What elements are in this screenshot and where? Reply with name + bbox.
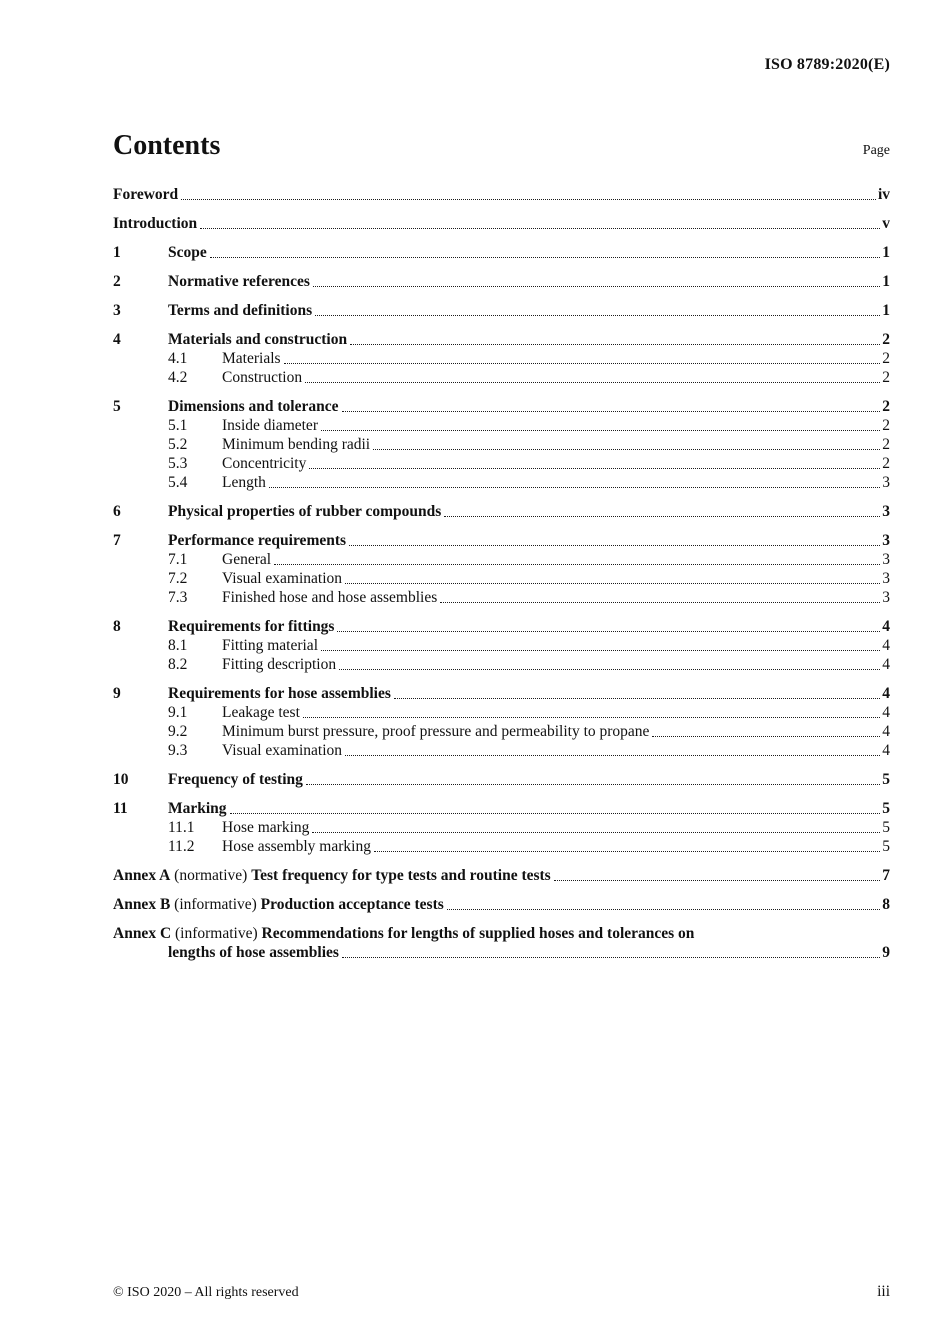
- toc-number: 5.2: [168, 436, 188, 453]
- annex-kind: (normative): [174, 867, 248, 884]
- dotted-leader: [303, 717, 880, 718]
- toc-page: 4: [882, 742, 890, 759]
- contents-title: Contents: [113, 130, 221, 161]
- dotted-leader: [652, 736, 880, 737]
- annex-title-line2: lengths of hose assemblies: [168, 944, 339, 961]
- toc-page: 2: [882, 417, 890, 434]
- dotted-leader: [312, 832, 880, 833]
- toc-label: Length: [222, 474, 266, 491]
- toc-entry-7-2[interactable]: [113, 569, 890, 588]
- toc-entry-9-2[interactable]: [113, 722, 890, 741]
- toc-number: 10: [113, 771, 129, 788]
- toc-page: 1: [882, 244, 890, 261]
- toc-page: 3: [882, 532, 890, 549]
- copyright-notice: © ISO 2020 – All rights reserved: [113, 1285, 299, 1300]
- dotted-leader: [305, 382, 880, 383]
- toc-page: 2: [882, 436, 890, 453]
- toc-entry-annex-b[interactable]: [113, 895, 890, 914]
- toc-label: Visual examination: [222, 742, 343, 759]
- toc-label: Visual examination: [222, 570, 343, 587]
- dotted-leader: [440, 602, 880, 603]
- toc-page: 3: [882, 570, 890, 587]
- toc-entry-9-3[interactable]: [113, 741, 890, 760]
- toc-page: 2: [882, 331, 890, 348]
- contents-title-row: [113, 130, 890, 162]
- dotted-leader: [337, 631, 880, 632]
- toc-label: Materials: [222, 350, 281, 367]
- toc-label: Concentricity: [222, 455, 307, 472]
- toc-entry-annex-c[interactable]: [113, 924, 890, 943]
- dotted-leader: [349, 545, 880, 546]
- toc-number: 8: [113, 618, 121, 635]
- toc-label: Dimensions and tolerance: [168, 398, 339, 415]
- toc-label: Scope: [168, 244, 207, 261]
- toc-entry-8-1[interactable]: [113, 636, 890, 655]
- dotted-leader: [210, 257, 881, 258]
- toc-number: 3: [113, 302, 121, 319]
- toc-entry-foreword[interactable]: [113, 185, 890, 204]
- toc-number: 11: [113, 800, 128, 817]
- page-column-label: Page: [862, 143, 890, 158]
- toc-page: 5: [882, 838, 890, 855]
- page-number: iii: [877, 1283, 890, 1300]
- annex-kind: (informative): [174, 896, 257, 913]
- toc-entry-introduction[interactable]: [113, 214, 890, 233]
- toc-label: Hose assembly marking: [222, 838, 371, 855]
- toc-page: 2: [882, 398, 890, 415]
- toc-label: Introduction: [113, 215, 198, 232]
- dotted-leader: [444, 516, 880, 517]
- annex-name: Annex A: [113, 867, 171, 884]
- toc-number: 9: [113, 685, 121, 702]
- toc-page: 1: [882, 302, 890, 319]
- toc-page: 8: [882, 896, 890, 913]
- toc-page: iv: [877, 186, 890, 203]
- toc-number: 1: [113, 244, 121, 261]
- toc-label: Minimum bending radii: [222, 436, 371, 453]
- toc-entry-2[interactable]: [113, 272, 890, 291]
- toc-page: 7: [882, 867, 890, 884]
- dotted-leader: [321, 650, 880, 651]
- toc-label: Performance requirements: [168, 532, 347, 549]
- dotted-leader: [345, 583, 880, 584]
- toc-entry-7[interactable]: [113, 531, 890, 550]
- toc-number: 8.1: [168, 637, 188, 654]
- toc-label: Hose marking: [222, 819, 310, 836]
- toc-entry-annex-a[interactable]: [113, 866, 890, 885]
- toc-page: 3: [882, 551, 890, 568]
- toc-label: Minimum burst pressure, proof pressure and permeability to propane: [222, 723, 650, 740]
- toc-label: Terms and definitions: [168, 302, 313, 319]
- dotted-leader: [306, 784, 880, 785]
- dotted-leader: [284, 363, 881, 364]
- toc-entry-11[interactable]: [113, 799, 890, 818]
- toc-page: 4: [882, 685, 890, 702]
- annex-title: Test frequency for type tests and routine tests: [251, 867, 551, 884]
- toc-number: 2: [113, 273, 121, 290]
- dotted-leader: [313, 286, 880, 287]
- toc-label: Requirements for hose assemblies: [168, 685, 391, 702]
- dotted-leader: [342, 957, 880, 958]
- toc-label: [113, 924, 694, 943]
- page-footer: [113, 1283, 890, 1301]
- toc-number: 7: [113, 532, 121, 549]
- toc-entry-6[interactable]: [113, 502, 890, 521]
- toc-label: Physical properties of rubber compounds: [168, 503, 442, 520]
- dotted-leader: [274, 564, 880, 565]
- toc-label: Inside diameter: [222, 417, 318, 434]
- toc-entry-9-1[interactable]: [113, 703, 890, 722]
- toc-number: 4.2: [168, 369, 188, 386]
- dotted-leader: [181, 199, 876, 200]
- toc-entry-8[interactable]: [113, 617, 890, 636]
- annex-name: Annex B: [113, 896, 171, 913]
- dotted-leader: [269, 487, 880, 488]
- toc-entry-1[interactable]: [113, 243, 890, 262]
- toc-number: 5: [113, 398, 121, 415]
- toc-page: 5: [882, 819, 890, 836]
- toc-entry-4-2[interactable]: [113, 368, 890, 387]
- toc-page: 5: [882, 800, 890, 817]
- table-of-contents: [113, 185, 890, 962]
- toc-page: 1: [882, 273, 890, 290]
- toc-page: 3: [882, 503, 890, 520]
- dotted-leader: [394, 698, 880, 699]
- toc-label: Frequency of testing: [168, 771, 303, 788]
- toc-entry-11-1[interactable]: [113, 818, 890, 837]
- toc-number: 6: [113, 503, 121, 520]
- toc-number: 4.1: [168, 350, 188, 367]
- toc-page: 4: [882, 656, 890, 673]
- toc-entry-9[interactable]: [113, 684, 890, 703]
- toc-label: Normative references: [168, 273, 310, 290]
- dotted-leader: [554, 880, 881, 881]
- toc-number: 9.3: [168, 742, 188, 759]
- dotted-leader: [230, 813, 881, 814]
- toc-label: Requirements for fittings: [168, 618, 335, 635]
- toc-entry-annex-c-continuation[interactable]: [113, 943, 890, 962]
- toc-entry-5[interactable]: [113, 397, 890, 416]
- annex-title: Production acceptance tests: [260, 896, 444, 913]
- toc-entry-5-2[interactable]: [113, 435, 890, 454]
- dotted-leader: [373, 449, 880, 450]
- toc-number: 7.2: [168, 570, 188, 587]
- dotted-leader: [345, 755, 880, 756]
- toc-number: 7.1: [168, 551, 188, 568]
- toc-number: 5.4: [168, 474, 188, 491]
- annex-name: Annex C: [113, 925, 172, 942]
- toc-page: 4: [882, 723, 890, 740]
- toc-page: 2: [882, 369, 890, 386]
- toc-page: 4: [882, 637, 890, 654]
- annex-title-line1: Recommendations for lengths of supplied hoses and tolerances on: [261, 925, 695, 942]
- dotted-leader: [309, 468, 880, 469]
- toc-page: 2: [882, 350, 890, 367]
- toc-label: [113, 895, 444, 914]
- toc-number: 4: [113, 331, 121, 348]
- toc-entry-7-3[interactable]: [113, 588, 890, 607]
- toc-entry-3[interactable]: [113, 301, 890, 320]
- dotted-leader: [350, 344, 880, 345]
- toc-number: 11.1: [168, 819, 195, 836]
- toc-page: 3: [882, 474, 890, 491]
- toc-label: Construction: [222, 369, 303, 386]
- toc-entry-4-1[interactable]: [113, 349, 890, 368]
- toc-label: Materials and construction: [168, 331, 348, 348]
- dotted-leader: [447, 909, 880, 910]
- toc-label: [113, 866, 551, 885]
- toc-page: 3: [882, 589, 890, 606]
- toc-number: 11.2: [168, 838, 195, 855]
- toc-page: 9: [882, 944, 890, 961]
- toc-label: Finished hose and hose assemblies: [222, 589, 438, 606]
- toc-number: 9.2: [168, 723, 188, 740]
- toc-entry-5-1[interactable]: [113, 416, 890, 435]
- toc-entry-7-1[interactable]: [113, 550, 890, 569]
- document-reference: ISO 8789:2020(E): [764, 56, 890, 73]
- dotted-leader: [339, 669, 880, 670]
- toc-label: Fitting description: [222, 656, 337, 673]
- toc-entry-8-2[interactable]: [113, 655, 890, 674]
- toc-page: v: [882, 215, 890, 232]
- toc-entry-11-2[interactable]: [113, 837, 890, 856]
- dotted-leader: [200, 228, 880, 229]
- toc-number: 5.1: [168, 417, 188, 434]
- toc-number: 5.3: [168, 455, 188, 472]
- dotted-leader: [374, 851, 880, 852]
- toc-entry-5-4[interactable]: [113, 473, 890, 492]
- toc-entry-5-3[interactable]: [113, 454, 890, 473]
- dotted-leader: [315, 315, 880, 316]
- toc-number: 8.2: [168, 656, 188, 673]
- annex-kind: (informative): [175, 925, 258, 942]
- toc-label: Foreword: [113, 186, 179, 203]
- toc-page: 4: [882, 704, 890, 721]
- dotted-leader: [342, 411, 881, 412]
- toc-label: Leakage test: [222, 704, 300, 721]
- toc-number: 7.3: [168, 589, 188, 606]
- toc-label: Fitting material: [222, 637, 318, 654]
- toc-entry-10[interactable]: [113, 770, 890, 789]
- toc-number: 9.1: [168, 704, 188, 721]
- toc-page: 5: [882, 771, 890, 788]
- toc-label: General: [222, 551, 272, 568]
- dotted-leader: [321, 430, 880, 431]
- toc-page: 4: [882, 618, 890, 635]
- toc-entry-4[interactable]: [113, 330, 890, 349]
- toc-label: Marking: [168, 800, 227, 817]
- toc-page: 2: [882, 455, 890, 472]
